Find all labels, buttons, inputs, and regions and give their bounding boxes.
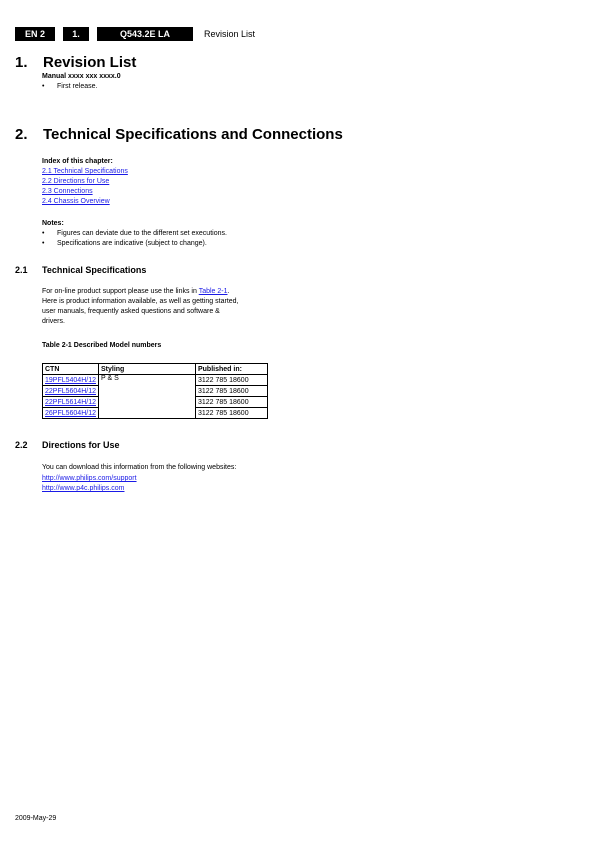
ctn-link[interactable]: 22PFL5614H/12 xyxy=(45,398,96,406)
index-link-directions-for-use[interactable]: 2.2 Directions for Use xyxy=(42,178,110,185)
ctn-link[interactable]: 26PFL5604H/12 xyxy=(45,409,96,417)
support-text-line-2: Here is product information available, as well as getting started, xyxy=(42,298,239,305)
index-link-connections[interactable]: 2.3 Connections xyxy=(42,188,93,195)
list-item: • Figures can deviate due to the different set executions. xyxy=(42,229,227,239)
download-paragraph: You can download this information from the following websites: xyxy=(42,464,237,471)
table-row xyxy=(43,375,268,386)
section-2-1-heading xyxy=(15,265,146,275)
section-2-1-number: 2.1 xyxy=(15,265,28,275)
header-bar xyxy=(15,27,193,41)
header-page-number: EN 2 xyxy=(15,27,55,41)
section-1-number: 1. xyxy=(15,54,28,71)
download-links xyxy=(42,474,137,494)
column-header-styling: Styling xyxy=(98,364,195,375)
published-cell: 3122 785 18600 xyxy=(195,397,267,408)
support-paragraph xyxy=(42,287,239,327)
notes-label: Notes: xyxy=(42,220,64,227)
section-2-2-number: 2.2 xyxy=(15,440,28,450)
table-2-1-link[interactable]: Table 2-1 xyxy=(198,288,228,295)
column-header-published: Published in: xyxy=(195,364,267,375)
notes-list xyxy=(42,229,227,249)
table-header-row xyxy=(43,364,268,375)
p4c-philips-link[interactable]: http://www.p4c.philips.com xyxy=(42,485,125,492)
header-title: Revision List xyxy=(204,29,256,39)
ctn-link[interactable]: 19PFL5404H/12 xyxy=(45,376,96,384)
index-label: Index of this chapter: xyxy=(42,158,113,165)
styling-cell: P & S xyxy=(98,375,195,419)
revision-bullets xyxy=(42,82,97,92)
section-2-number: 2. xyxy=(15,126,28,143)
published-cell: 3122 785 18600 xyxy=(195,375,267,386)
support-text-line-4: drivers. xyxy=(42,318,65,325)
section-2-2-heading xyxy=(15,440,120,450)
footer-date: 2009-May-29 xyxy=(15,815,57,822)
published-cell: 3122 785 18600 xyxy=(195,408,267,419)
support-text-line-3: user manuals, frequently asked questions and software & xyxy=(42,308,220,315)
support-text-line-1: For on-line product support please use the links in xyxy=(42,288,197,295)
philips-support-link[interactable]: http://www.philips.com/support xyxy=(42,475,137,482)
header-model: Q543.2E LA xyxy=(97,27,193,41)
section-1-heading xyxy=(15,54,136,71)
section-1-title: Revision List xyxy=(43,54,137,71)
section-2-heading xyxy=(15,126,343,143)
header-section-number: 1. xyxy=(63,27,89,41)
ctn-link[interactable]: 22PFL5604H/12 xyxy=(45,387,96,395)
manual-label: Manual xxxx xxx xxxx.0 xyxy=(42,73,121,80)
index-link-technical-specifications[interactable]: 2.1 Technical Specifications xyxy=(42,168,128,175)
section-2-2-title: Directions for Use xyxy=(42,440,120,450)
support-text-suffix: . xyxy=(227,288,230,295)
table-caption: Table 2-1 Described Model numbers xyxy=(42,342,162,349)
list-item: • First release. xyxy=(42,82,97,92)
published-cell: 3122 785 18600 xyxy=(195,386,267,397)
list-item: • Specifications are indicative (subject to change). xyxy=(42,239,227,249)
chapter-index xyxy=(42,167,128,207)
section-2-1-title: Technical Specifications xyxy=(42,265,147,275)
section-2-title: Technical Specifications and Connections xyxy=(43,126,343,143)
column-header-ctn: CTN xyxy=(43,364,99,375)
index-link-chassis-overview[interactable]: 2.4 Chassis Overview xyxy=(42,198,110,205)
model-numbers-table xyxy=(42,363,268,419)
